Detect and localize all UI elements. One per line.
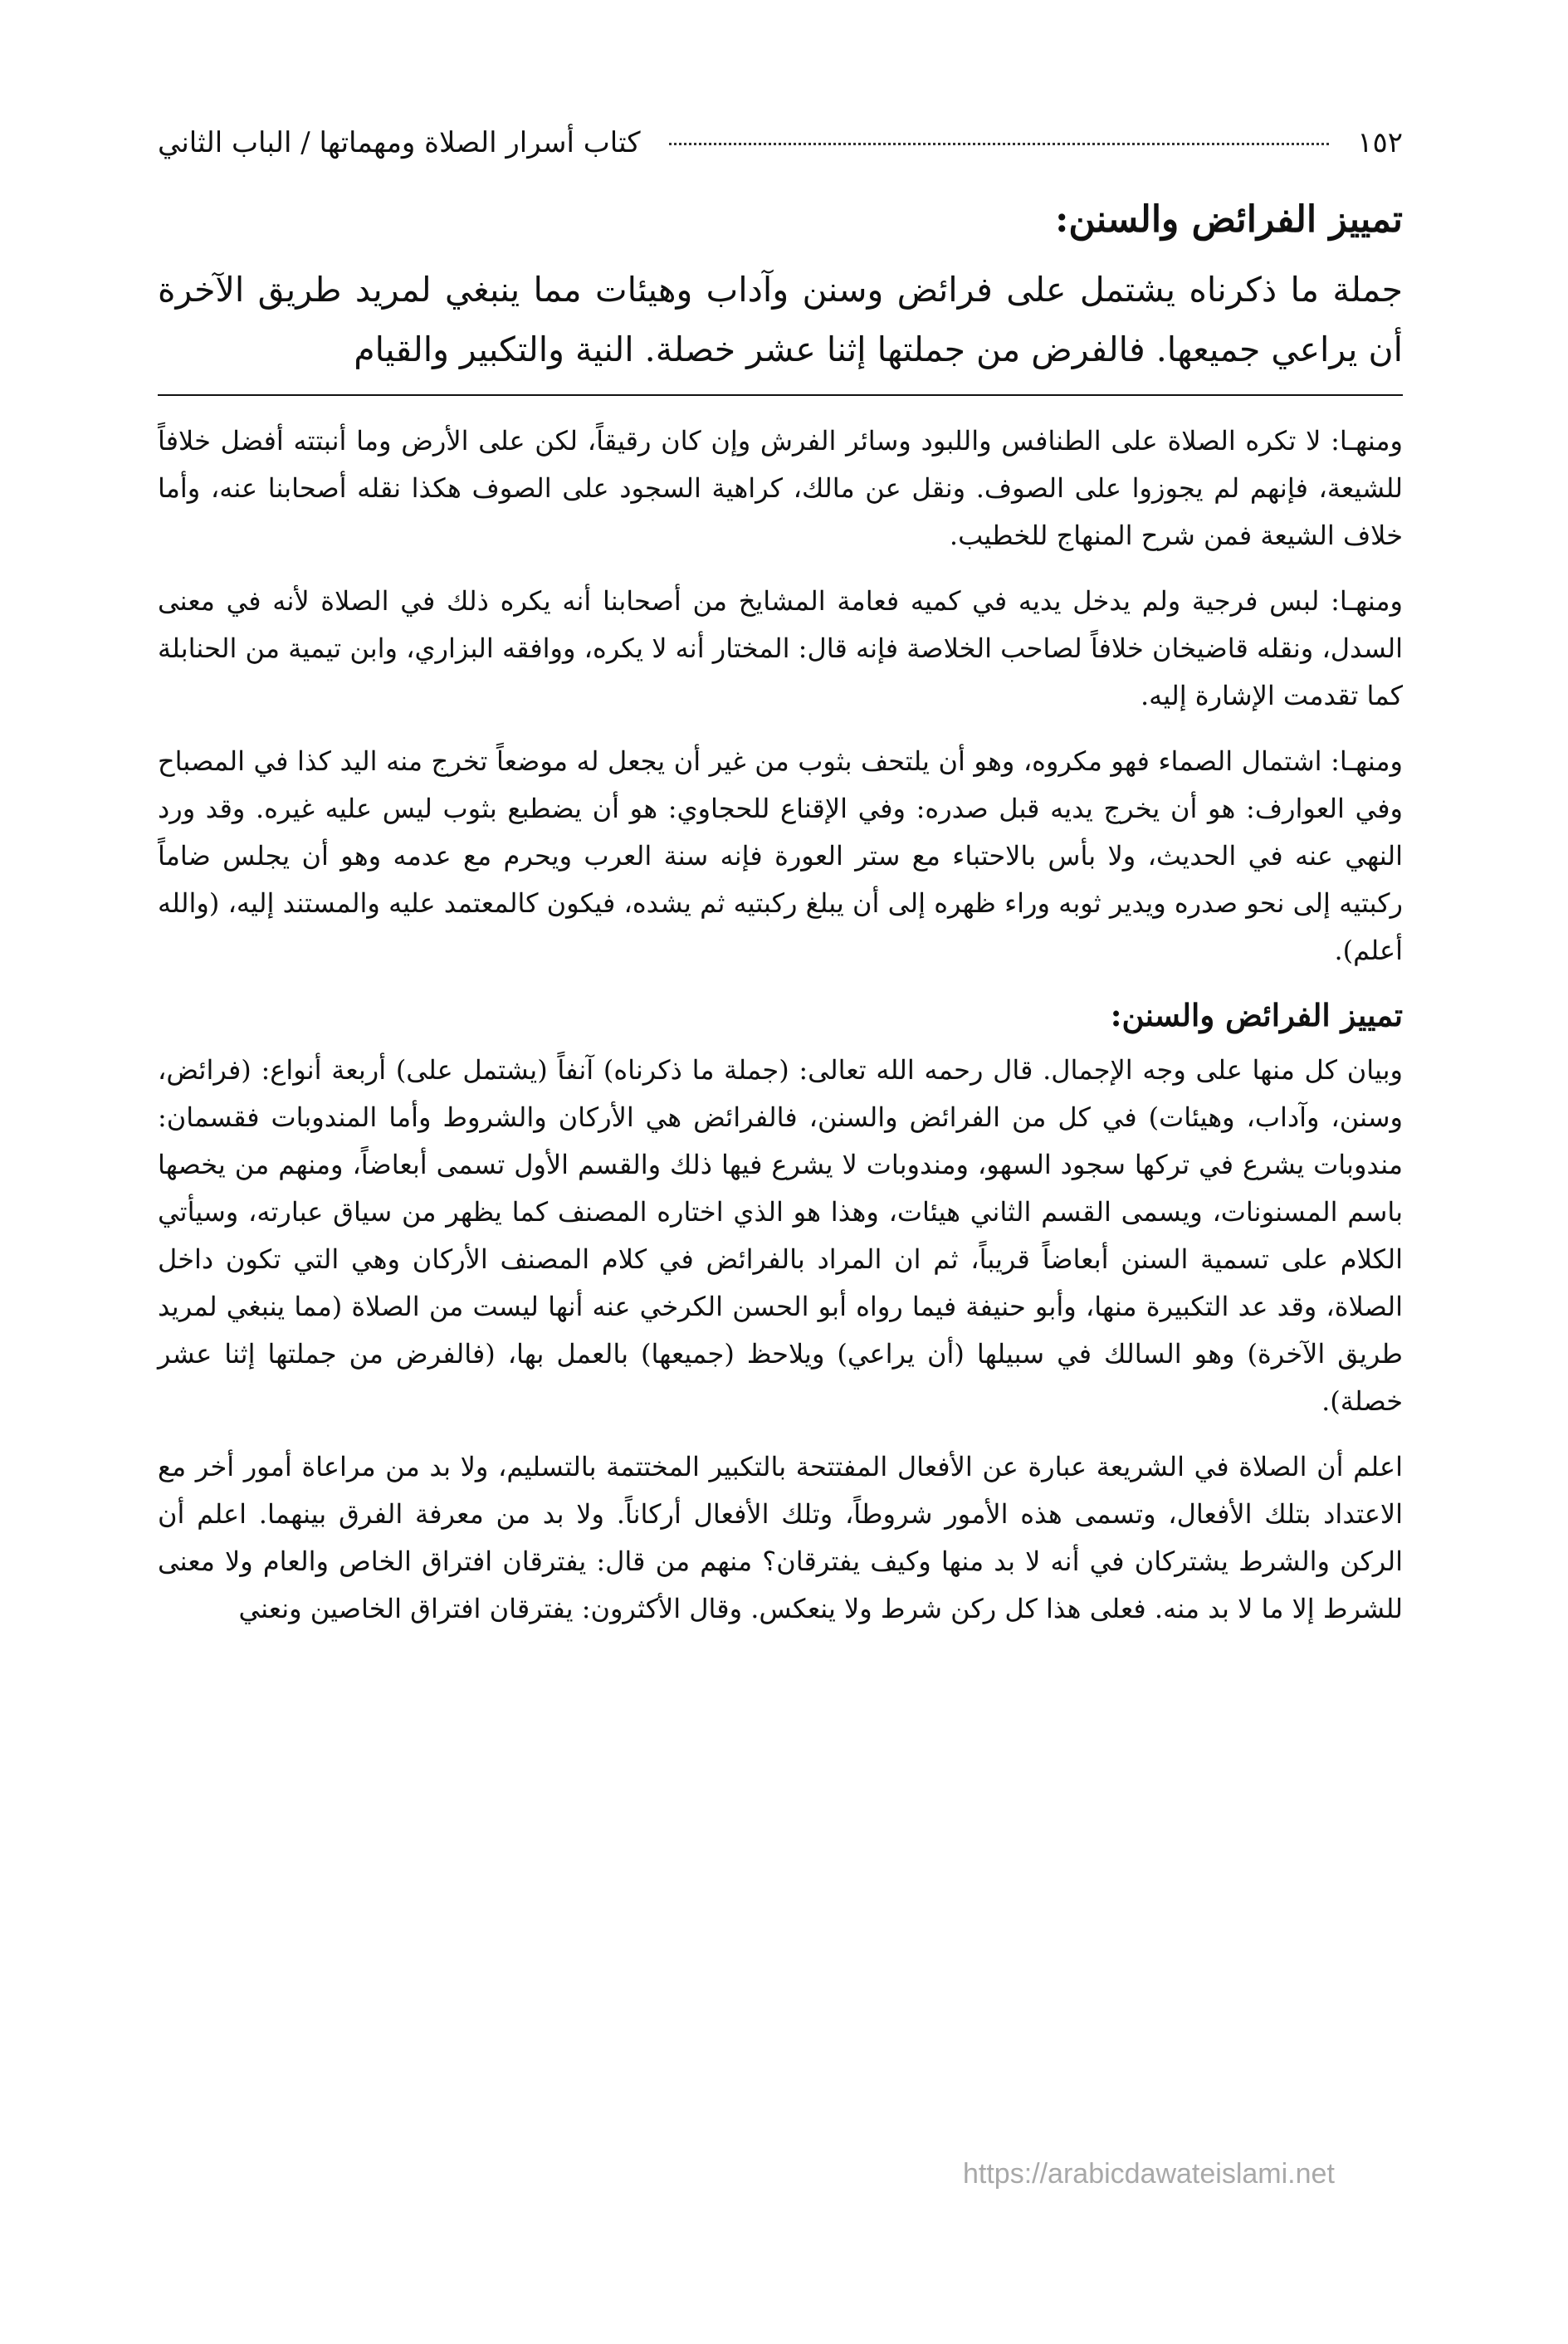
explanation-paragraph: وبيان كل منها على وجه الإجمال. قال رحمه الله تعالى: (جملة ما ذكرناه) آنفاً (يشتمل على) أربعة أنواع: (فرائض، وسنن، وآداب، وهيئات) في كل من الفرائض والسنن، فالفرائض هي الأركان والشروط وأما المندوبات فقسمان: مندوبات يشرع في تركها سجود السهو، ومندوبات لا يشرع فيها ذلك والقسم الأول تسمى أبعاضاً، ومنهم من يخصها باسم المسنونات، ويسمى القسم الثاني هيئات، وهذا هو الذي اختاره المصنف كما يظهر من سياق عبارته، وسيأتي الكلام على تسمية السنن أبعاضاً قريباً، ثم ان المراد بالفرائض في كلام المصنف الأركان وهي التي تكون داخل الصلاة، وقد عد التكبيرة منها، وأبو حنيفة فيما رواه أبو الحسن الكرخي عنه أنها ليست من الصلاة (مما ينبغي لمريد طريق الآخرة) وهو السالك في سبيلها (أن يراعي) ويلاحظ (جميعها) بالعمل بها، (فالفرض من جملتها إثنا عشر خصلة).	[158, 1054, 1404, 1417]
text-commentary-divider	[158, 394, 1403, 396]
explanation-paragraph: اعلم أن الصلاة في الشريعة عبارة عن الأفعال المفتتحة بالتكبير المختتمة بالتسليم، ولا بد من مراعاة أمور أخر مع الاعتداد بتلك الأفعال، وتسمى هذه الأمور شروطاً، وتلك الأفعال أركاناً. ولا بد من معرفة الفرق بينهما. اعلم أن الركن والشرط يشتركان في أنه لا بد منها وكيف يفترقان؟ منهم من قال: يفترقان افتراق الخاص والعام ولا معنى للشرط إلا ما لا بد منه. فعلى هذا كل ركن شرط ولا ينعكس. وقال الأكثرون: يفترقان افتراق الخاصين ونعني	[158, 1450, 1404, 1624]
watermark-url: https://arabicdawateislami.net	[963, 2158, 1335, 2190]
section-heading: تمييز الفرائض والسنن:	[1055, 198, 1403, 242]
commentary-paragraph: ومنهـا: لا تكره الصلاة على الطنافس واللبود وسائر الفرش وإن كان رقيقاً، لكن على الأرض وما أنبتته أفضل خلافاً للشيعة، فإنهم لم يجوزوا على الصوف. ونقل عن مالك، كراهية السجود على الصوف هكذا نقله أصحابنا عنه، وأما خلاف الشيعة فمن شرح المنهاج للخطيب.	[158, 425, 1403, 552]
commentary-heading: تمييز الفرائض والسنن:	[1110, 996, 1403, 1033]
header-dotted-leader	[669, 143, 1330, 145]
page-number: ١٥٢	[1357, 126, 1403, 159]
running-title: كتاب أسرار الصلاة ومهماتها / الباب الثاني	[158, 126, 641, 159]
book-page	[158, 125, 1403, 1651]
main-text: جملة ما ذكرناه يشتمل على فرائض وسنن وآداب وهيئات مما ينبغي لمريد طريق الآخرة أن يراعي جميعها. فالفرض من جملتها إثنا عشر خصلة. النية والتكبير والقيام	[158, 269, 1403, 369]
page-header	[158, 125, 1403, 161]
commentary-paragraph: ومنهـا: لبس فرجية ولم يدخل يديه في كميه فعامة المشايخ من أصحابنا أنه يكره ذلك في الصلاة لأنه في معنى السدل، ونقله قاضيخان خلافاً لصاحب الخلاصة فإنه قال: المختار أنه لا يكره، ووافقه البزاري، وابن تيمية من الحنابلة كما تقدمت الإشارة إليه.	[158, 585, 1403, 712]
commentary-paragraph: ومنهـا: اشتمال الصماء فهو مكروه، وهو أن يلتحف بثوب من غير أن يجعل له موضعاً تخرج منه اليد كذا في المصباح وفي العوارف: هو أن يخرج يديه قبل صدره: وفي الإقناع للحجاوي: هو أن يضطبع بثوب ليس عليه غيره. وقد ورد النهي عنه في الحديث، ولا بأس بالاحتباء مع ستر العورة فإنه سنة العرب ويحرم مع عدمه وهو أن يجلس ضاماً ركبتيه إلى نحو صدره ويدير ثوبه وراء ظهره إلى أن يبلغ ركبتيه ثم يشده، فيكون كالمعتمد عليه والمستند إليه، (والله أعلم).	[158, 745, 1403, 966]
